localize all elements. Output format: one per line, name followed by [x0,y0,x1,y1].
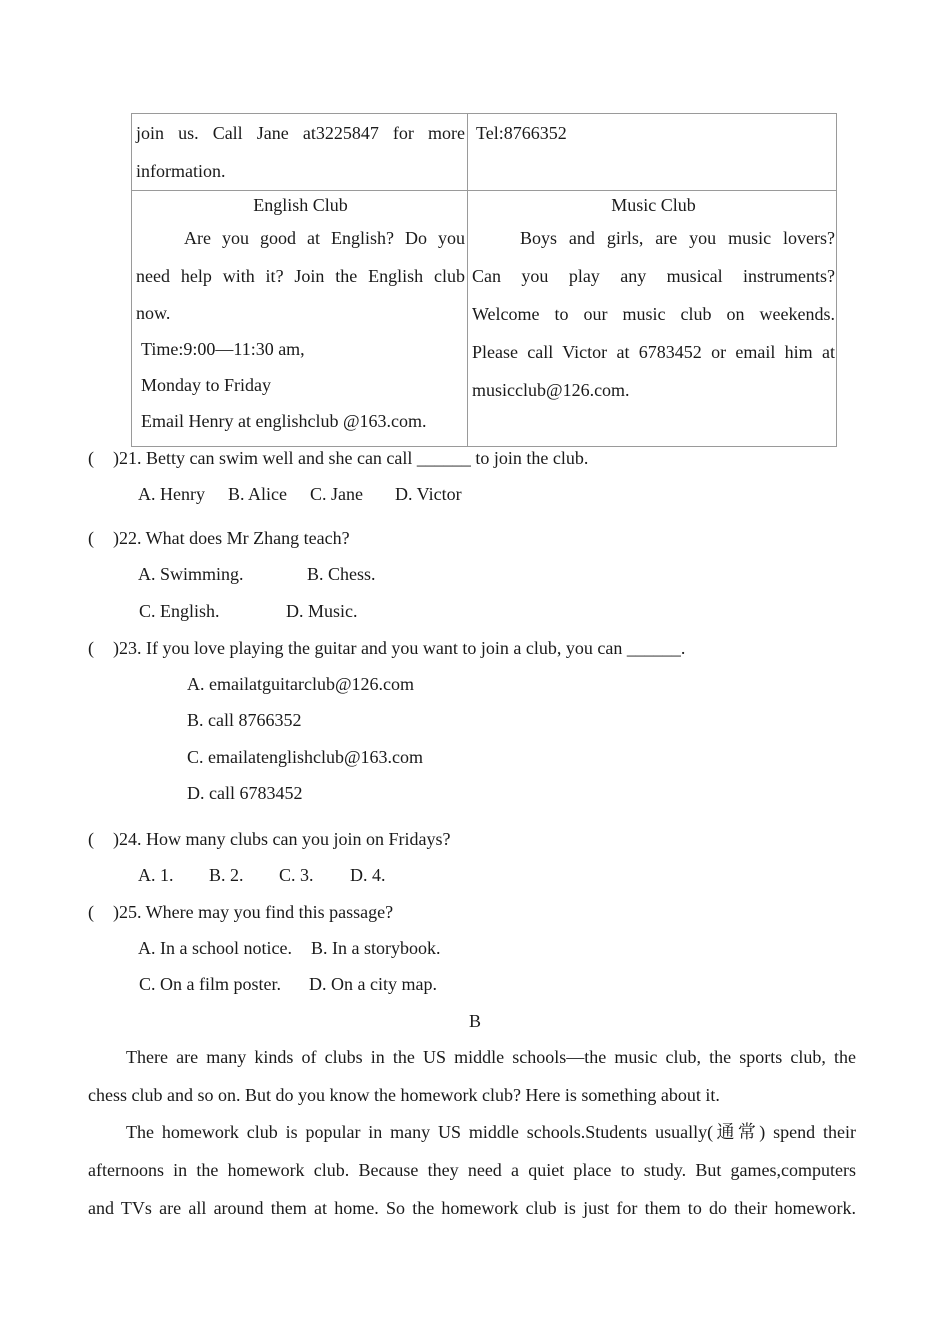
music-club-text: Can you play any musical instruments? [472,266,835,286]
english-club-email: Email Henry at englishclub @163.com. [141,411,427,431]
english-club-text: Are you good at English? Do you [184,228,465,248]
table-text: information. [136,161,226,181]
question-22: )22. What does Mr Zhang teach? [113,528,350,548]
music-club-text: musicclub@126.com. [472,380,630,400]
option-c[interactable]: C. English. [139,601,220,621]
table-text: join us. Call Jane at3225847 for more [136,123,465,143]
music-club-text: Please call Victor at 6783452 or email him at [472,342,835,362]
option-a[interactable]: A. emailatguitarclub@126.com [187,674,415,694]
english-club-title: English Club [253,195,348,215]
option-b[interactable]: B. 2. [209,865,244,885]
passage-paragraph [88,1038,856,1114]
question-25: )25. Where may you find this passage? [113,902,394,922]
option-a[interactable]: A. Swimming. [138,564,244,584]
table-row [132,191,837,447]
answer-paren[interactable]: ( [88,638,94,658]
section-heading: B [469,1011,482,1031]
option-c[interactable]: C. 3. [279,865,314,885]
music-club-text: Welcome to our music club on weekends. [472,304,835,324]
question-24: )24. How many clubs can you join on Fridays? [113,829,451,849]
option-c[interactable]: C. emailatenglishclub@163.com [187,747,424,767]
music-club-text: Boys and girls, are you music lovers? [520,228,835,248]
option-c[interactable]: C. On a film poster. [139,974,281,994]
english-club-time: Time:9:00—11:30 am, [141,339,305,359]
english-club-cell [132,191,468,447]
option-a[interactable]: A. In a school notice. [138,938,292,958]
passage-line: afternoons in the homework club. Because they need a quiet place to study. But games,computers [88,1160,856,1180]
music-club-title: Music Club [611,195,696,215]
passage-line: The homework club is popular in many US middle schools.Students usually(通常) spend their [126,1122,856,1142]
jane-club-cell-end [132,114,468,191]
option-b[interactable]: B. call 8766352 [187,710,302,730]
option-d[interactable]: D. On a city map. [309,974,437,994]
question-21: )21. Betty can swim well and she can call ______ to join the club. [113,448,589,468]
option-d[interactable]: D. 4. [350,865,386,885]
question-23: )23. If you love playing the guitar and you want to join a club, you can ______. [113,638,686,658]
tel-cell [468,114,837,191]
option-b[interactable]: B. Alice [228,484,287,504]
option-b[interactable]: B. Chess. [307,564,376,584]
option-d[interactable]: D. Victor [395,484,462,504]
clubs-table [131,113,837,447]
option-b[interactable]: B. In a storybook. [311,938,441,958]
passage-paragraph [88,1113,856,1227]
option-d[interactable]: D. call 6783452 [187,783,303,803]
option-a[interactable]: A. 1. [138,865,174,885]
english-club-text: now. [136,303,171,323]
english-club-text: need help with it? Join the English club [136,266,465,286]
option-d[interactable]: D. Music. [286,601,358,621]
music-club-cell [468,191,837,447]
answer-paren[interactable]: ( [88,829,94,849]
answer-paren[interactable]: ( [88,902,94,922]
option-a[interactable]: A. Henry [138,484,205,504]
option-c[interactable]: C. Jane [310,484,363,504]
english-club-days: Monday to Friday [141,375,271,395]
passage-line: and TVs are all around them at home. So the homework club is just for them to do their homework. [88,1198,856,1218]
answer-paren[interactable]: ( [88,448,94,468]
answer-paren[interactable]: ( [88,528,94,548]
passage-line: There are many kinds of clubs in the US middle schools—the music club, the sports club, the [126,1047,856,1067]
tel-number: Tel:8766352 [476,123,567,143]
table-row [132,114,837,191]
passage-line: chess club and so on. But do you know the homework club? Here is something about it. [88,1085,720,1105]
